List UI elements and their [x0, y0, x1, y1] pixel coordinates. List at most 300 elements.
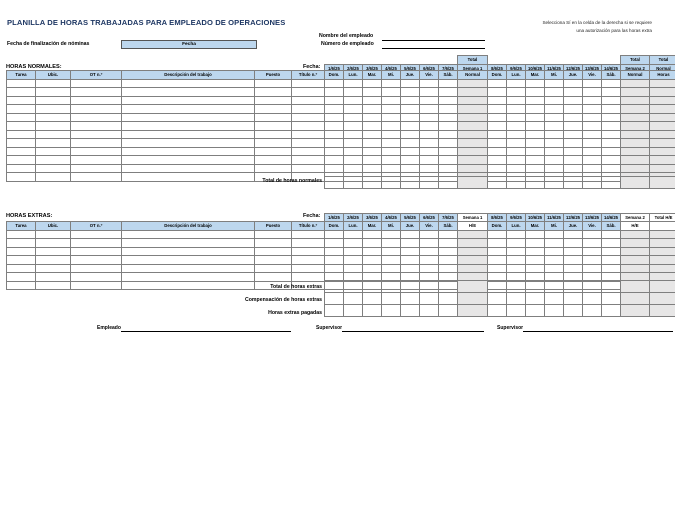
grid-cell[interactable] — [583, 122, 602, 131]
grid-cell[interactable] — [122, 256, 255, 265]
grid-cell[interactable] — [344, 105, 363, 114]
grid-cell[interactable] — [488, 147, 507, 156]
summary-cell[interactable] — [325, 305, 344, 317]
grid-cell[interactable] — [122, 230, 255, 239]
grid-cell[interactable] — [122, 273, 255, 282]
grid-cell[interactable] — [363, 247, 382, 256]
grid-cell[interactable] — [507, 122, 526, 131]
grid-cell[interactable] — [292, 247, 325, 256]
grid-cell[interactable] — [420, 256, 439, 265]
summary-cell[interactable] — [363, 305, 382, 317]
grid-cell[interactable] — [71, 230, 122, 239]
grid-cell[interactable] — [401, 139, 420, 148]
summary-cell[interactable] — [325, 281, 344, 293]
grid-cell[interactable] — [255, 139, 292, 148]
grid-cell[interactable] — [36, 139, 71, 148]
grid-cell[interactable] — [292, 264, 325, 273]
grid-cell[interactable] — [36, 96, 71, 105]
grid-cell[interactable] — [507, 247, 526, 256]
grid-cell[interactable] — [526, 88, 545, 97]
grid-cell[interactable] — [420, 122, 439, 131]
grid-cell[interactable] — [545, 105, 564, 114]
grid-cell[interactable] — [7, 130, 36, 139]
summary-cell[interactable] — [344, 281, 363, 293]
grid-cell[interactable] — [602, 164, 621, 173]
grid-cell[interactable] — [545, 230, 564, 239]
grid-cell[interactable] — [526, 147, 545, 156]
grid-cell[interactable] — [507, 113, 526, 122]
grid-cell[interactable] — [255, 147, 292, 156]
supervisor2-signature-line[interactable] — [523, 331, 673, 332]
grid-cell[interactable] — [488, 239, 507, 248]
grid-cell[interactable] — [458, 139, 488, 148]
grid-cell[interactable] — [650, 164, 675, 173]
grid-cell[interactable] — [507, 130, 526, 139]
grid-cell[interactable] — [507, 256, 526, 265]
grid-cell[interactable] — [401, 256, 420, 265]
grid-cell[interactable] — [602, 264, 621, 273]
grid-cell[interactable] — [344, 88, 363, 97]
grid-cell[interactable] — [401, 130, 420, 139]
grid-cell[interactable] — [122, 88, 255, 97]
grid-cell[interactable] — [420, 88, 439, 97]
grid-cell[interactable] — [488, 256, 507, 265]
grid-cell[interactable] — [382, 247, 401, 256]
summary-cell[interactable] — [583, 281, 602, 293]
grid-cell[interactable] — [71, 264, 122, 273]
grid-cell[interactable] — [602, 247, 621, 256]
grid-cell[interactable] — [488, 139, 507, 148]
grid-cell[interactable] — [344, 147, 363, 156]
grid-cell[interactable] — [292, 139, 325, 148]
grid-cell[interactable] — [439, 239, 458, 248]
grid-cell[interactable] — [382, 105, 401, 114]
summary-cell[interactable] — [363, 293, 382, 305]
grid-cell[interactable] — [583, 264, 602, 273]
grid-cell[interactable] — [255, 264, 292, 273]
grid-cell[interactable] — [583, 105, 602, 114]
grid-cell[interactable] — [526, 247, 545, 256]
grid-cell[interactable] — [420, 139, 439, 148]
grid-cell[interactable] — [122, 105, 255, 114]
grid-cell[interactable] — [325, 264, 344, 273]
grid-cell[interactable] — [382, 113, 401, 122]
grid-cell[interactable] — [122, 96, 255, 105]
grid-cell[interactable] — [439, 105, 458, 114]
grid-cell[interactable] — [602, 122, 621, 131]
summary-cell[interactable] — [488, 305, 507, 317]
grid-cell[interactable] — [458, 130, 488, 139]
grid-cell[interactable] — [650, 247, 675, 256]
grid-cell[interactable] — [325, 79, 344, 88]
grid-cell[interactable] — [650, 130, 675, 139]
summary-cell[interactable] — [602, 281, 621, 293]
summary-cell[interactable] — [621, 305, 650, 317]
grid-cell[interactable] — [439, 122, 458, 131]
grid-cell[interactable] — [344, 122, 363, 131]
grid-cell[interactable] — [602, 79, 621, 88]
grid-cell[interactable] — [564, 130, 583, 139]
grid-cell[interactable] — [583, 139, 602, 148]
grid-cell[interactable] — [36, 256, 71, 265]
grid-cell[interactable] — [71, 113, 122, 122]
grid-cell[interactable] — [621, 139, 650, 148]
grid-cell[interactable] — [255, 96, 292, 105]
grid-cell[interactable] — [7, 79, 36, 88]
grid-cell[interactable] — [255, 105, 292, 114]
grid-cell[interactable] — [122, 122, 255, 131]
grid-cell[interactable] — [621, 239, 650, 248]
grid-cell[interactable] — [7, 147, 36, 156]
grid-cell[interactable] — [650, 156, 675, 165]
employee-name-field[interactable] — [382, 40, 485, 41]
grid-cell[interactable] — [36, 130, 71, 139]
grid-cell[interactable] — [488, 130, 507, 139]
grid-cell[interactable] — [255, 247, 292, 256]
grid-cell[interactable] — [325, 230, 344, 239]
grid-cell[interactable] — [363, 79, 382, 88]
grid-cell[interactable] — [382, 264, 401, 273]
grid-cell[interactable] — [344, 79, 363, 88]
grid-cell[interactable] — [621, 122, 650, 131]
grid-cell[interactable] — [650, 113, 675, 122]
grid-cell[interactable] — [363, 130, 382, 139]
grid-cell[interactable] — [401, 230, 420, 239]
grid-cell[interactable] — [255, 79, 292, 88]
grid-cell[interactable] — [344, 230, 363, 239]
summary-cell[interactable] — [420, 305, 439, 317]
grid-cell[interactable] — [344, 164, 363, 173]
grid-cell[interactable] — [382, 130, 401, 139]
summary-cell[interactable] — [401, 293, 420, 305]
grid-cell[interactable] — [401, 239, 420, 248]
summary-cell[interactable] — [401, 177, 420, 189]
grid-cell[interactable] — [7, 256, 36, 265]
grid-cell[interactable] — [420, 79, 439, 88]
grid-cell[interactable] — [36, 247, 71, 256]
summary-cell[interactable] — [382, 177, 401, 189]
grid-cell[interactable] — [420, 130, 439, 139]
grid-cell[interactable] — [420, 113, 439, 122]
grid-cell[interactable] — [292, 147, 325, 156]
grid-cell[interactable] — [363, 113, 382, 122]
summary-cell[interactable] — [545, 293, 564, 305]
grid-cell[interactable] — [71, 105, 122, 114]
grid-cell[interactable] — [401, 79, 420, 88]
grid-cell[interactable] — [488, 105, 507, 114]
grid-cell[interactable] — [507, 164, 526, 173]
grid-cell[interactable] — [363, 139, 382, 148]
summary-cell[interactable] — [564, 177, 583, 189]
grid-cell[interactable] — [439, 113, 458, 122]
summary-cell[interactable] — [344, 177, 363, 189]
grid-cell[interactable] — [401, 105, 420, 114]
grid-cell[interactable] — [255, 239, 292, 248]
grid-cell[interactable] — [71, 273, 122, 282]
grid-cell[interactable] — [363, 156, 382, 165]
grid-cell[interactable] — [122, 173, 255, 182]
grid-cell[interactable] — [583, 239, 602, 248]
grid-cell[interactable] — [526, 105, 545, 114]
summary-cell[interactable] — [420, 177, 439, 189]
grid-cell[interactable] — [292, 256, 325, 265]
grid-cell[interactable] — [507, 139, 526, 148]
payroll-end-date-field[interactable]: Fecha — [121, 40, 257, 49]
grid-cell[interactable] — [401, 156, 420, 165]
grid-cell[interactable] — [439, 164, 458, 173]
grid-cell[interactable] — [382, 122, 401, 131]
grid-cell[interactable] — [382, 147, 401, 156]
grid-cell[interactable] — [71, 239, 122, 248]
grid-cell[interactable] — [583, 256, 602, 265]
grid-cell[interactable] — [458, 122, 488, 131]
grid-cell[interactable] — [602, 147, 621, 156]
grid-cell[interactable] — [583, 147, 602, 156]
grid-cell[interactable] — [325, 105, 344, 114]
grid-cell[interactable] — [507, 147, 526, 156]
grid-cell[interactable] — [420, 164, 439, 173]
grid-cell[interactable] — [545, 139, 564, 148]
grid-cell[interactable] — [458, 164, 488, 173]
grid-cell[interactable] — [382, 79, 401, 88]
grid-cell[interactable] — [36, 164, 71, 173]
summary-cell[interactable] — [420, 281, 439, 293]
grid-cell[interactable] — [439, 247, 458, 256]
grid-cell[interactable] — [420, 247, 439, 256]
grid-cell[interactable] — [458, 96, 488, 105]
grid-cell[interactable] — [621, 130, 650, 139]
grid-cell[interactable] — [488, 79, 507, 88]
summary-cell[interactable] — [621, 293, 650, 305]
grid-cell[interactable] — [36, 156, 71, 165]
grid-cell[interactable] — [363, 230, 382, 239]
summary-cell[interactable] — [420, 293, 439, 305]
grid-cell[interactable] — [325, 139, 344, 148]
grid-cell[interactable] — [122, 147, 255, 156]
grid-cell[interactable] — [7, 156, 36, 165]
grid-cell[interactable] — [545, 113, 564, 122]
summary-cell[interactable] — [344, 293, 363, 305]
grid-cell[interactable] — [122, 113, 255, 122]
grid-cell[interactable] — [439, 88, 458, 97]
grid-cell[interactable] — [650, 256, 675, 265]
grid-cell[interactable] — [71, 139, 122, 148]
grid-cell[interactable] — [382, 164, 401, 173]
grid-cell[interactable] — [458, 247, 488, 256]
grid-cell[interactable] — [602, 113, 621, 122]
grid-cell[interactable] — [7, 122, 36, 131]
grid-cell[interactable] — [564, 239, 583, 248]
grid-cell[interactable] — [602, 239, 621, 248]
grid-cell[interactable] — [583, 164, 602, 173]
grid-cell[interactable] — [344, 264, 363, 273]
summary-cell[interactable] — [507, 177, 526, 189]
grid-cell[interactable] — [583, 88, 602, 97]
summary-cell[interactable] — [488, 293, 507, 305]
grid-cell[interactable] — [602, 88, 621, 97]
grid-cell[interactable] — [325, 147, 344, 156]
grid-cell[interactable] — [488, 264, 507, 273]
grid-cell[interactable] — [526, 139, 545, 148]
grid-cell[interactable] — [507, 156, 526, 165]
grid-cell[interactable] — [71, 88, 122, 97]
grid-cell[interactable] — [401, 96, 420, 105]
grid-cell[interactable] — [363, 256, 382, 265]
grid-cell[interactable] — [382, 256, 401, 265]
grid-cell[interactable] — [602, 139, 621, 148]
grid-cell[interactable] — [420, 147, 439, 156]
grid-cell[interactable] — [382, 88, 401, 97]
grid-cell[interactable] — [363, 239, 382, 248]
summary-cell[interactable] — [344, 305, 363, 317]
grid-cell[interactable] — [545, 264, 564, 273]
grid-cell[interactable] — [292, 96, 325, 105]
grid-cell[interactable] — [382, 239, 401, 248]
grid-cell[interactable] — [650, 88, 675, 97]
grid-cell[interactable] — [7, 139, 36, 148]
summary-cell[interactable] — [583, 293, 602, 305]
summary-cell[interactable] — [602, 293, 621, 305]
grid-cell[interactable] — [292, 156, 325, 165]
grid-cell[interactable] — [602, 230, 621, 239]
grid-cell[interactable] — [344, 239, 363, 248]
grid-cell[interactable] — [71, 122, 122, 131]
grid-cell[interactable] — [122, 264, 255, 273]
grid-cell[interactable] — [439, 230, 458, 239]
grid-cell[interactable] — [7, 273, 36, 282]
grid-cell[interactable] — [122, 130, 255, 139]
grid-cell[interactable] — [292, 130, 325, 139]
grid-cell[interactable] — [7, 164, 36, 173]
grid-cell[interactable] — [344, 139, 363, 148]
grid-cell[interactable] — [363, 122, 382, 131]
summary-cell[interactable] — [458, 281, 488, 293]
grid-cell[interactable] — [564, 256, 583, 265]
grid-cell[interactable] — [602, 96, 621, 105]
grid-cell[interactable] — [255, 113, 292, 122]
summary-cell[interactable] — [507, 305, 526, 317]
grid-cell[interactable] — [526, 122, 545, 131]
grid-cell[interactable] — [650, 264, 675, 273]
grid-cell[interactable] — [122, 139, 255, 148]
summary-cell[interactable] — [650, 305, 675, 317]
grid-cell[interactable] — [621, 256, 650, 265]
grid-cell[interactable] — [602, 130, 621, 139]
grid-cell[interactable] — [621, 113, 650, 122]
grid-cell[interactable] — [292, 113, 325, 122]
grid-cell[interactable] — [507, 79, 526, 88]
grid-cell[interactable] — [507, 264, 526, 273]
summary-cell[interactable] — [564, 281, 583, 293]
grid-cell[interactable] — [363, 96, 382, 105]
grid-cell[interactable] — [325, 88, 344, 97]
grid-cell[interactable] — [292, 79, 325, 88]
summary-cell[interactable] — [382, 281, 401, 293]
grid-cell[interactable] — [420, 156, 439, 165]
summary-cell[interactable] — [564, 293, 583, 305]
summary-cell[interactable] — [650, 281, 675, 293]
summary-cell[interactable] — [545, 305, 564, 317]
employee-signature-line[interactable] — [121, 331, 291, 332]
grid-cell[interactable] — [344, 113, 363, 122]
grid-cell[interactable] — [621, 164, 650, 173]
grid-cell[interactable] — [255, 156, 292, 165]
grid-cell[interactable] — [545, 147, 564, 156]
grid-cell[interactable] — [458, 230, 488, 239]
summary-cell[interactable] — [439, 293, 458, 305]
grid-cell[interactable] — [255, 230, 292, 239]
grid-cell[interactable] — [564, 230, 583, 239]
grid-cell[interactable] — [488, 113, 507, 122]
grid-cell[interactable] — [36, 230, 71, 239]
grid-cell[interactable] — [545, 256, 564, 265]
summary-cell[interactable] — [526, 177, 545, 189]
summary-cell[interactable] — [458, 305, 488, 317]
grid-cell[interactable] — [71, 130, 122, 139]
grid-cell[interactable] — [650, 239, 675, 248]
grid-cell[interactable] — [344, 256, 363, 265]
grid-cell[interactable] — [458, 239, 488, 248]
grid-cell[interactable] — [420, 239, 439, 248]
grid-cell[interactable] — [526, 130, 545, 139]
grid-cell[interactable] — [71, 96, 122, 105]
grid-cell[interactable] — [439, 79, 458, 88]
summary-cell[interactable] — [325, 177, 344, 189]
grid-cell[interactable] — [545, 122, 564, 131]
grid-cell[interactable] — [420, 230, 439, 239]
grid-cell[interactable] — [401, 88, 420, 97]
grid-cell[interactable] — [621, 147, 650, 156]
supervisor-signature-line[interactable] — [342, 331, 484, 332]
grid-cell[interactable] — [363, 264, 382, 273]
grid-cell[interactable] — [363, 164, 382, 173]
summary-cell[interactable] — [439, 177, 458, 189]
grid-cell[interactable] — [36, 239, 71, 248]
grid-cell[interactable] — [621, 105, 650, 114]
grid-cell[interactable] — [36, 122, 71, 131]
grid-cell[interactable] — [255, 164, 292, 173]
grid-cell[interactable] — [564, 79, 583, 88]
grid-cell[interactable] — [36, 173, 71, 182]
grid-cell[interactable] — [71, 281, 122, 290]
grid-cell[interactable] — [621, 96, 650, 105]
summary-cell[interactable] — [401, 305, 420, 317]
grid-cell[interactable] — [439, 130, 458, 139]
grid-cell[interactable] — [7, 264, 36, 273]
grid-cell[interactable] — [526, 164, 545, 173]
grid-cell[interactable] — [602, 156, 621, 165]
grid-cell[interactable] — [526, 96, 545, 105]
grid-cell[interactable] — [71, 256, 122, 265]
summary-cell[interactable] — [488, 281, 507, 293]
grid-cell[interactable] — [401, 264, 420, 273]
grid-cell[interactable] — [325, 247, 344, 256]
grid-cell[interactable] — [507, 96, 526, 105]
summary-cell[interactable] — [458, 177, 488, 189]
grid-cell[interactable] — [488, 247, 507, 256]
grid-cell[interactable] — [507, 105, 526, 114]
grid-cell[interactable] — [564, 147, 583, 156]
grid-cell[interactable] — [583, 130, 602, 139]
grid-cell[interactable] — [621, 264, 650, 273]
grid-cell[interactable] — [344, 130, 363, 139]
grid-cell[interactable] — [488, 156, 507, 165]
grid-cell[interactable] — [420, 264, 439, 273]
grid-cell[interactable] — [564, 164, 583, 173]
grid-cell[interactable] — [526, 239, 545, 248]
grid-cell[interactable] — [292, 105, 325, 114]
grid-cell[interactable] — [545, 239, 564, 248]
